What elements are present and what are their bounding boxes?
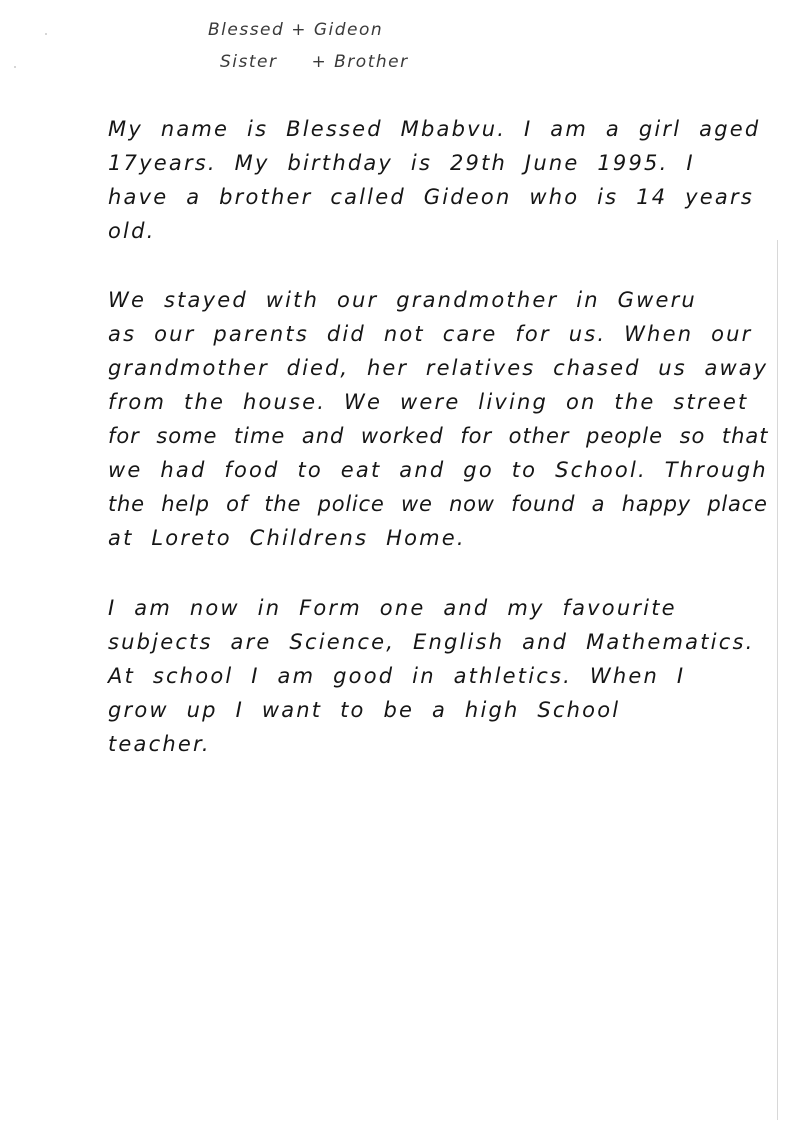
text-line: as our parents did not care for us. When our <box>108 322 753 346</box>
text-line: At school I am good in athletics. When I <box>108 664 686 688</box>
text-line: We stayed with our grandmother in Gweru <box>108 288 697 312</box>
text-line: the help of the police we now found a happy place <box>108 492 768 516</box>
text-line: have a brother called Gideon who is 14 years <box>108 185 754 209</box>
text-line: grandmother died, her relatives chased us away <box>108 356 769 380</box>
paragraph-school <box>108 591 768 761</box>
text-line: for some time and worked for other people so that <box>108 424 769 448</box>
header-sister: Sister <box>220 52 278 72</box>
header-relations <box>220 52 409 72</box>
scan-speck <box>45 33 47 35</box>
text-line: old. <box>108 219 156 243</box>
paragraph-history <box>108 283 768 555</box>
header-names: Blessed + Gideon <box>208 20 384 40</box>
text-line: subjects are Science, English and Mathematics. <box>108 630 755 654</box>
scan-speck <box>14 66 16 68</box>
text-line: teacher. <box>108 732 211 756</box>
text-line: grow up I want to be a high School <box>108 698 621 722</box>
text-line: My name is Blessed Mbabvu. I am a girl aged <box>108 117 761 141</box>
text-line: 17years. My birthday is 29th June 1995. I <box>108 151 695 175</box>
header-brother: + Brother <box>311 52 409 72</box>
scan-edge-line <box>777 240 778 1120</box>
text-line: I am now in Form one and my favourite <box>108 596 677 620</box>
paragraph-introduction <box>108 112 768 248</box>
text-line: at Loreto Childrens Home. <box>108 526 466 550</box>
text-line: we had food to eat and go to School. Through <box>108 458 768 482</box>
text-line: from the house. We were living on the street <box>108 390 749 414</box>
